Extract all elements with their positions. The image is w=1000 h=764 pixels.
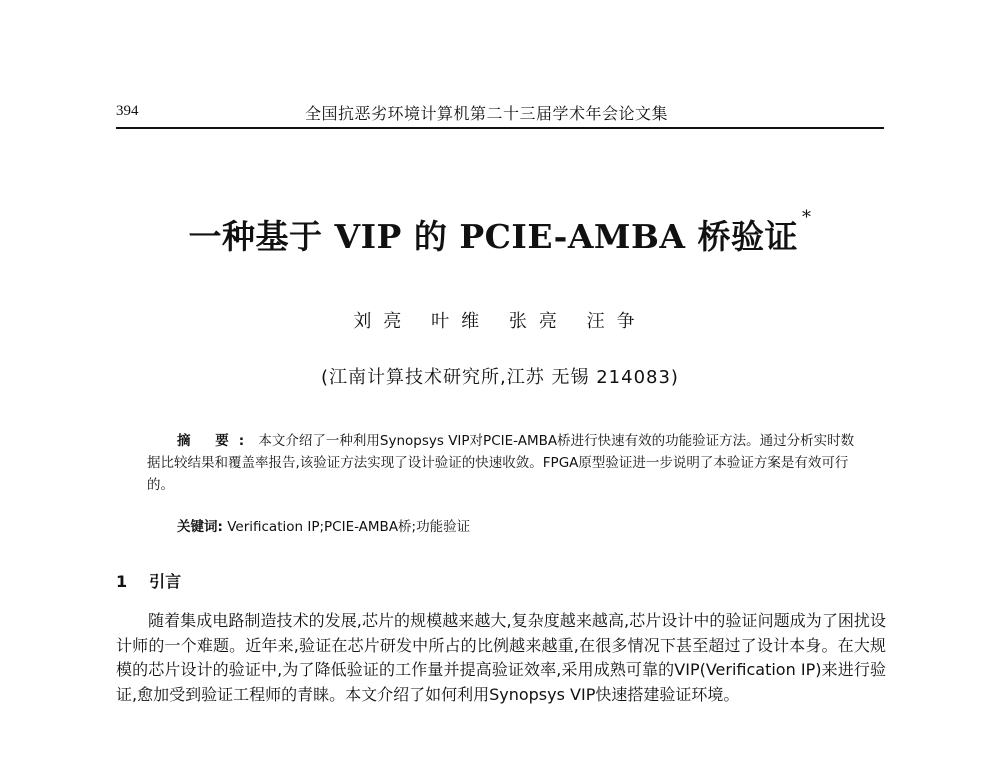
- section-number: 1: [116, 572, 128, 591]
- journal-title: 全国抗恶劣环境计算机第二十三届学术年会论文集: [305, 104, 669, 123]
- section-heading: [116, 569, 181, 592]
- keywords-text: Verification IP;PCIE-AMBA桥;功能验证: [227, 519, 471, 535]
- article-title-text: 一种基于 VIP 的 PCIE-AMBA 桥验证: [188, 217, 798, 256]
- author-list: 刘亮 叶维 张亮 汪争: [353, 311, 647, 332]
- body-paragraph: [116, 609, 886, 707]
- abstract-label: 摘 要:: [177, 433, 255, 449]
- page-number: 394: [116, 103, 139, 119]
- section-title: 引言: [149, 572, 182, 591]
- running-header: [116, 101, 886, 125]
- keywords-row: [177, 515, 470, 535]
- title-footnote-marker: *: [801, 207, 812, 228]
- affiliation: (江南计算技术研究所,江苏 无锡 214083): [321, 367, 679, 388]
- body-paragraph-text: 随着集成电路制造技术的发展,芯片的规模越来越大,复杂度越来越高,芯片设计中的验证问题成为了困扰设计师的一个难题。近年来,验证在芯片研发中所占的比例越来越重,在很多情况下甚至超过了设计本身。在大规模的芯片设计的验证中,为了降低验证的工作量并提高验证效率,采用成熟可靠的VIP(Verification IP)来进行验证,愈加受到验证工程师的青睐。本文介绍了如何利用Synopsys VIP快速搭建验证环境。: [116, 611, 886, 704]
- abstract-text: 本文介绍了一种利用Synopsys VIP对PCIE-AMBA桥进行快速有效的功能验证方法。通过分析实时数据比较结果和覆盖率报告,该验证方法实现了设计验证的快速收敛。FPGA原型验证进一步说明了本验证方案是有效可行的。: [147, 433, 855, 493]
- abstract-block: [147, 430, 857, 496]
- keywords-label: 关键词:: [177, 519, 223, 535]
- article-title: [0, 207, 1000, 258]
- header-rule: [116, 127, 884, 129]
